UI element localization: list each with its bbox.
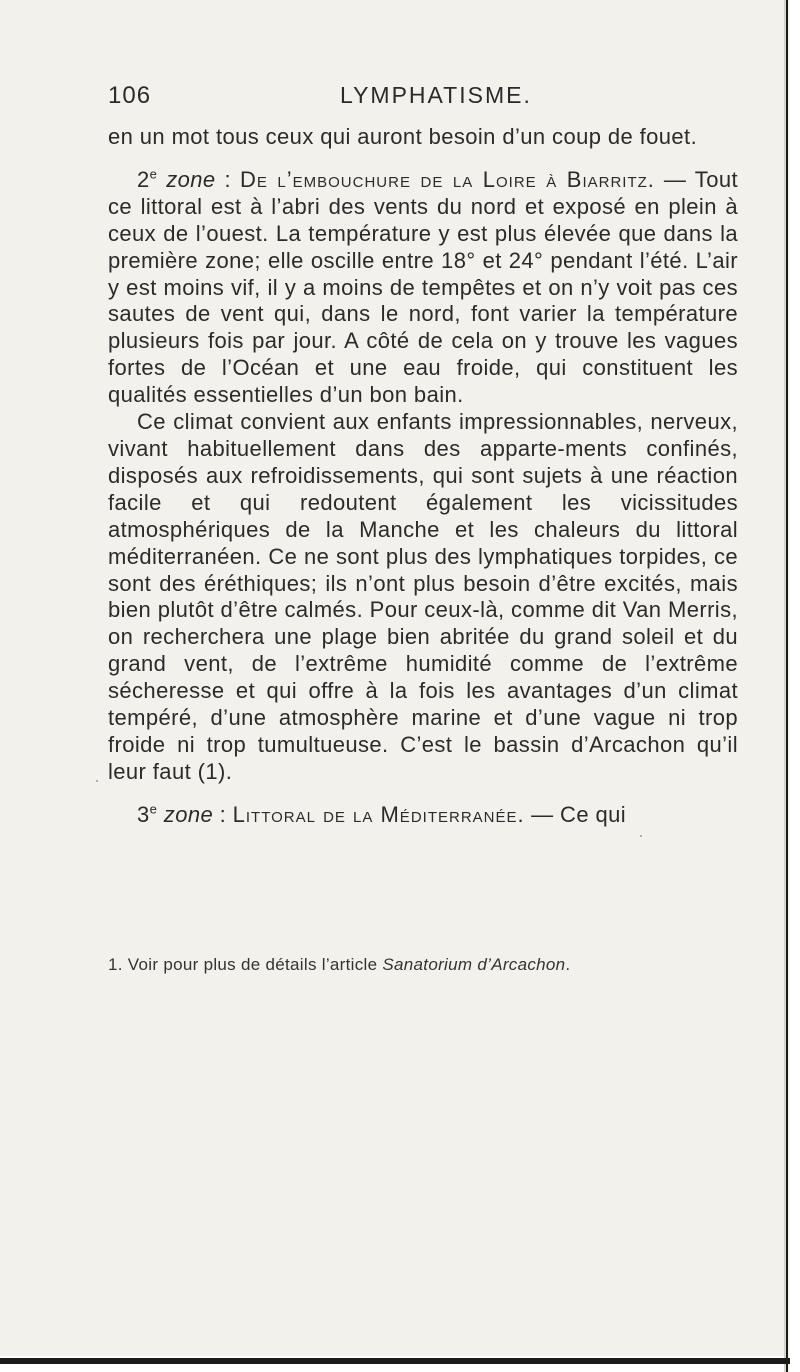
page-number: 106 — [108, 82, 152, 109]
footnote-prefix: 1. Voir pour plus de détails l’article — [108, 955, 383, 974]
paragraph-text: — Ce qui — [524, 801, 627, 827]
paragraph-continuation: en un mot tous ceux qui auront besoin d’un coup de fouet. — [108, 124, 698, 149]
zone-label: zone — [157, 801, 214, 827]
body-text — [108, 124, 738, 829]
page-edge-right-line — [786, 0, 788, 1372]
zone-separator: : — [213, 801, 233, 827]
paper-speck — [96, 780, 98, 782]
running-title: LYMPHATISME. — [340, 82, 532, 108]
footnote-suffix: . — [565, 955, 571, 974]
page-header — [108, 82, 748, 112]
zone-number: 3 — [137, 801, 150, 827]
paragraph-zone-2 — [108, 167, 738, 409]
paper-speck — [640, 835, 642, 837]
paragraph-zone-3 — [108, 802, 738, 829]
page-edge-bottom — [0, 1358, 790, 1364]
zone-number-superscript: e — [149, 166, 158, 182]
zone-number-superscript: e — [149, 801, 158, 817]
footnote — [108, 954, 738, 976]
zone-separator: : — [215, 166, 240, 192]
paragraph-text: — Tout ce littoral est à l’abri des vents du nord et exposé en plein à ceux de l’ouest. La température y est plus élevée que dans la première zone; elle oscille entre 18° et 24° pendant l’été. L’air y est moins vif, il y a moins de tempêtes et on n’y voit pas ces sautes de vent qui, dans le nord, font varier la température plusieurs fois par jour. A côté de cela on y trouve les vagues fortes de l’Océan et une eau froide, qui constituent les qualités essentielles d’un bon bain. — [108, 166, 738, 408]
footnote-title: Sanatorium d’Arcachon — [382, 955, 566, 974]
section-heading: De l’embouchure de la Loire à Biarritz. — [239, 166, 655, 192]
paragraph-climate: Ce climat convient aux enfants impressionnables, nerveux, vivant habituellement dans des apparte-ments confinés, disposés aux refroidissements, qui sont sujets à une réaction facile et qui redoutent également les vicissitudes atmosphériques de la Manche et les chaleurs du littoral méditerranéen. Ce ne sont plus des lymphatiques torpides, ce sont des éréthiques; ils n’ont plus besoin d’être excités, mais bien plutôt d’être calmés. Pour ceux-là, comme dit Van Merris, on recherchera une plage bien abritée du grand soleil et du grand vent, de l’extrême humidité comme de l’extrême sécheresse et qui offre à la fois les avantages d’un climat tempéré, d’une atmosphère marine et d’une vague ni trop froide ni trop tumultueuse. C’est le bassin d’Arcachon qu’il leur faut (1). — [108, 409, 738, 784]
zone-label: zone — [157, 166, 216, 192]
section-heading: Littoral de la Méditerranée. — [232, 801, 525, 827]
zone-number: 2 — [137, 166, 150, 192]
